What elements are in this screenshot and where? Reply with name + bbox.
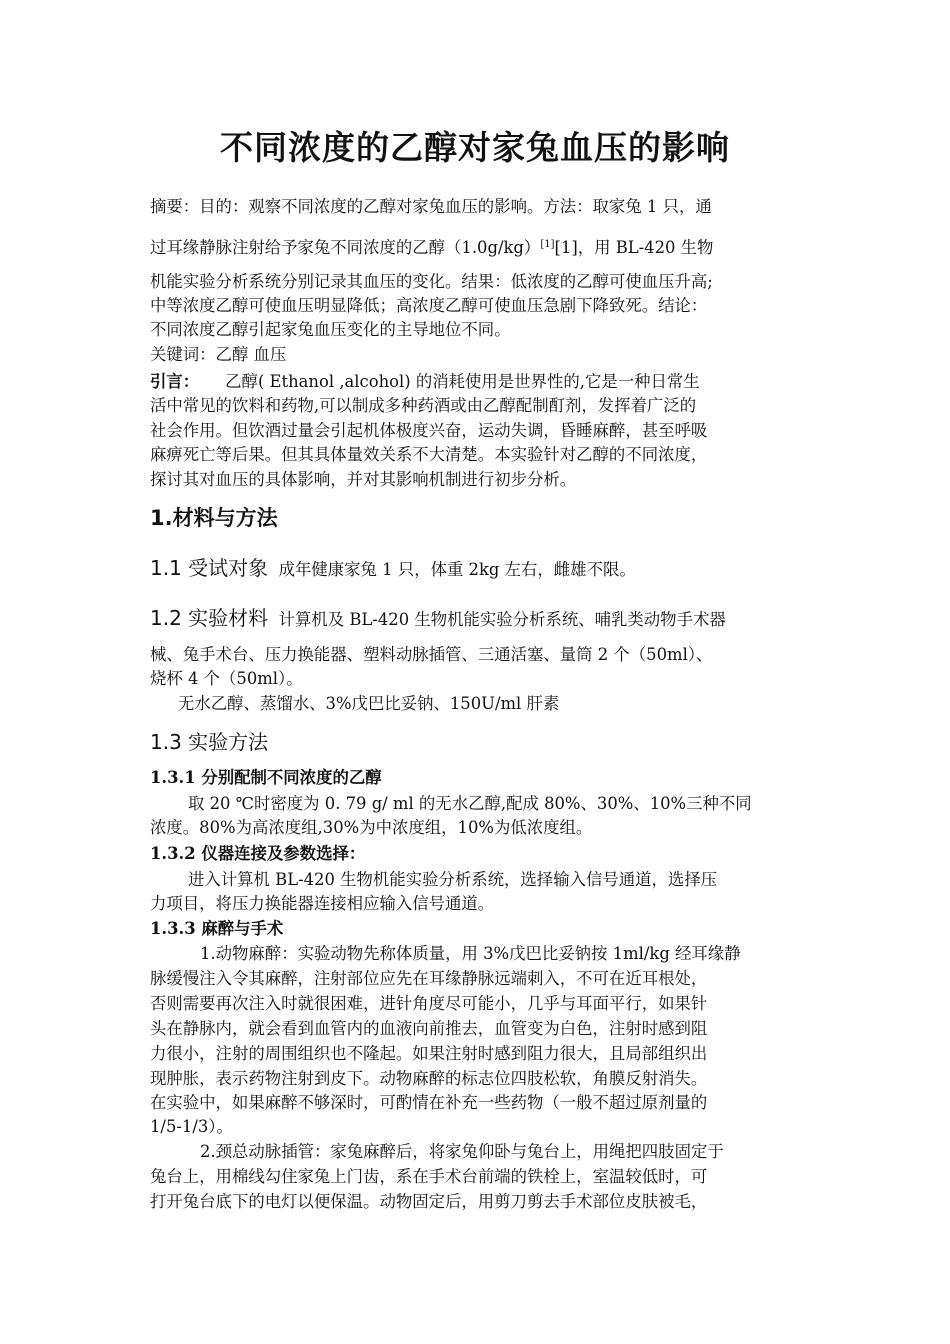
method-line: 取 20 ℃时密度为 0. 79 g/ ml 的无水乙醇,配成 80%、30%、10%三种不同 xyxy=(188,794,752,813)
method-line: 力项目，将压力换能器连接相应输入信号通道。 xyxy=(150,894,495,913)
procedure-line: 1.动物麻醉：实验动物先称体质量，用 3%戊巴比妥钠按 1ml/kg 经耳缘静 xyxy=(200,944,741,963)
materials-line: 无水乙醇、蒸馏水、3%戊巴比妥钠、150U/ml 肝素 xyxy=(178,694,560,713)
subsection-text: 成年健康家兔 1 只，体重 2kg 左右，雌雄不限。 xyxy=(278,560,636,579)
abstract-line: 不同浓度乙醇引起家兔血压变化的主导地位不同。 xyxy=(150,320,511,339)
method-line: 进入计算机 BL-420 生物机能实验分析系统，选择输入信号通道，选择压 xyxy=(188,870,718,889)
procedure-line: 在实验中，如果麻醉不够深时，可酌情在补充一些药物（一般不超过原剂量的 xyxy=(150,1093,708,1112)
intro-text: 乙醇( Ethanol ,alcohol) 的消耗使用是世界性的,它是一种日常生 xyxy=(225,372,700,391)
abstract-line: 摘要：目的：观察不同浓度的乙醇对家兔血压的影响。方法：取家兔 1 只，通 xyxy=(150,197,712,216)
materials-line: 械、兔手术台、压力换能器、塑料动脉插管、三通活塞、量筒 2 个（50ml）、 xyxy=(150,645,713,664)
citation-sup: [1] xyxy=(540,239,555,250)
subsubsection-heading: 1.3.1 分别配制不同浓度的乙醇 xyxy=(150,768,382,787)
method-line: 浓度。80%为高浓度组,30%为中浓度组，10%为低浓度组。 xyxy=(150,818,593,837)
intro-line: 活中常见的饮料和药物,可以制成多种药酒或由乙醇配制酊剂，发挥着广泛的 xyxy=(150,396,697,415)
procedure-line: 力很小，注射的周围组织也不隆起。如果注射时感到阻力很大，且局部组织出 xyxy=(150,1044,708,1063)
intro-line: 麻痹死亡等后果。但其具体量效关系不大清楚。本实验针对乙醇的不同浓度， xyxy=(150,445,708,464)
subsubsection-heading: 1.3.2 仪器连接及参数选择： xyxy=(150,844,366,863)
subsection-heading: 1.3 实验方法 xyxy=(150,730,269,754)
abstract-text: [1]，用 BL-420 生物 xyxy=(554,238,714,257)
keywords: 关键词：乙醇 血压 xyxy=(150,345,287,364)
materials-line: 烧杯 4 个（50ml）。 xyxy=(150,669,303,688)
procedure-line: 现肿胀，表示药物注射到皮下。动物麻醉的标志位四肢松软，角膜反射消失。 xyxy=(150,1069,708,1088)
subsection-heading: 1.1 受试对象 xyxy=(150,556,269,580)
abstract-text: 过耳缘静脉注射给予家兔不同浓度的乙醇（1.0g/kg） xyxy=(150,238,541,257)
subsection-line xyxy=(150,606,726,632)
procedure-line: 兔台上，用棉线勾住家兔上门齿，系在手术台前端的铁栓上，室温较低时，可 xyxy=(150,1167,708,1186)
procedure-line: 2.颈总动脉插管：家兔麻醉后，将家兔仰卧与兔台上，用绳把四肢固定于 xyxy=(200,1142,724,1161)
procedure-line: 脉缓慢注入令其麻醉，注射部位应先在耳缘静脉远端刺入，不可在近耳根处， xyxy=(150,969,708,988)
intro-label: 引言： xyxy=(150,372,200,391)
intro-line: 社会作用。但饮酒过量会引起机体极度兴奋，运动失调，昏睡麻醉，甚至呼吸 xyxy=(150,421,708,440)
procedure-line: 1/5-1/3）。 xyxy=(150,1117,233,1136)
subsection-heading: 1.2 实验材料 xyxy=(150,606,269,630)
procedure-line: 否则需要再次注入时就很困难，进针角度尽可能小，几乎与耳面平行，如果针 xyxy=(150,994,708,1013)
document-title: 不同浓度的乙醇对家兔血压的影响 xyxy=(220,128,730,167)
procedure-line: 打开兔台底下的电灯以便保温。动物固定后，用剪刀剪去手术部位皮肤被毛， xyxy=(150,1192,708,1211)
intro-line: 探讨其对血压的具体影响，并对其影响机制进行初步分析。 xyxy=(150,470,577,489)
procedure-line: 头在静脉内，就会看到血管内的血液向前推去，血管变为白色，注射时感到阻 xyxy=(150,1019,708,1038)
abstract-line: 机能实验分析系统分别记录其血压的变化。结果：低浓度的乙醇可使血压升高; xyxy=(150,272,713,291)
subsection-line xyxy=(150,556,636,582)
subsubsection-heading: 1.3.3 麻醉与手术 xyxy=(150,919,284,938)
subsection-text: 计算机及 BL-420 生物机能实验分析系统、哺乳类动物手术器 xyxy=(278,610,726,629)
section-heading: 1.材料与方法 xyxy=(150,506,278,530)
abstract-line xyxy=(150,233,713,260)
abstract-line: 中等浓度乙醇可使血压明显降低；高浓度乙醇可使血压急剧下降致死。结论： xyxy=(150,296,708,315)
intro-line xyxy=(150,370,700,394)
